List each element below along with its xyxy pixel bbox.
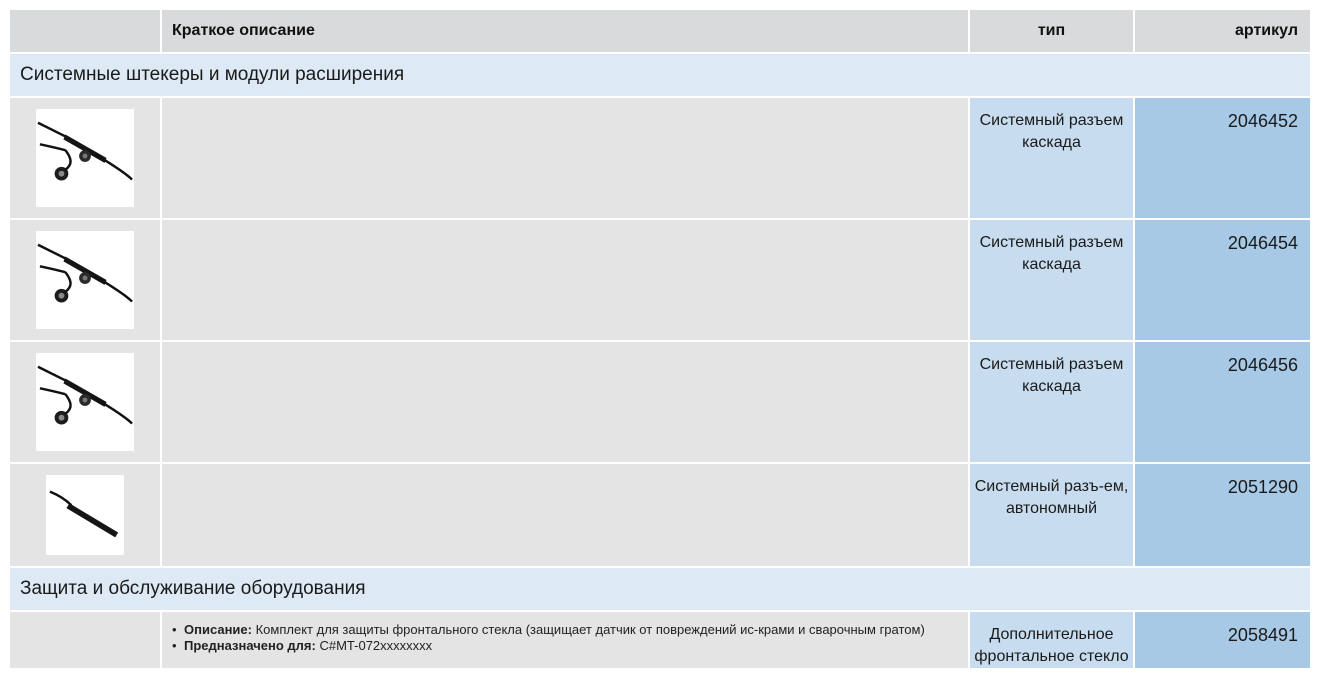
header-article: артикул bbox=[1133, 10, 1310, 52]
type-cell: Системный разъ-ем, автономный bbox=[968, 464, 1133, 566]
article-cell: 2046452 bbox=[1133, 98, 1310, 218]
table-row bbox=[10, 220, 1310, 342]
description-cell bbox=[160, 612, 968, 668]
cascade-connector-icon bbox=[36, 231, 134, 329]
list-item bbox=[172, 638, 958, 654]
table-row bbox=[10, 612, 1310, 670]
section-header bbox=[10, 54, 1310, 98]
article-cell: 2058491 bbox=[1133, 612, 1310, 668]
list-item bbox=[172, 622, 958, 638]
accessories-table bbox=[10, 10, 1310, 670]
description-cell bbox=[160, 342, 968, 462]
intended-label: Предназначено для: bbox=[184, 638, 316, 653]
table-row bbox=[10, 98, 1310, 220]
type-cell: Дополнительное фронтальное стекло bbox=[968, 612, 1133, 668]
type-cell: Системный разъем каскада bbox=[968, 342, 1133, 462]
description-cell bbox=[160, 464, 968, 566]
description-label: Описание: bbox=[184, 622, 252, 637]
header-image-cell bbox=[10, 10, 160, 52]
header-type: тип bbox=[968, 10, 1133, 52]
type-cell: Системный разъем каскада bbox=[968, 220, 1133, 340]
description-text: Комплект для защиты фронтального стекла (защищает датчик от повреждений ис-крами и сварочным гратом) bbox=[255, 622, 925, 637]
product-image-cell bbox=[10, 464, 160, 566]
description-cell bbox=[160, 98, 968, 218]
type-cell: Системный разъем каскада bbox=[968, 98, 1133, 218]
description-list bbox=[162, 612, 968, 654]
intended-text: C#MT-072xxxxxxxx bbox=[319, 638, 433, 653]
table-header bbox=[10, 10, 1310, 54]
standalone-connector-icon bbox=[46, 475, 124, 555]
product-image-cell bbox=[10, 342, 160, 462]
product-image-cell bbox=[10, 98, 160, 218]
table-row bbox=[10, 464, 1310, 568]
description-cell bbox=[160, 220, 968, 340]
section-title: Системные штекеры и модули расширения bbox=[20, 64, 405, 85]
section-title: Защита и обслуживание оборудования bbox=[20, 578, 366, 599]
article-cell: 2046454 bbox=[1133, 220, 1310, 340]
table-row bbox=[10, 342, 1310, 464]
article-cell: 2051290 bbox=[1133, 464, 1310, 566]
product-image-cell bbox=[10, 220, 160, 340]
product-image-cell bbox=[10, 612, 160, 668]
cascade-connector-icon bbox=[36, 109, 134, 207]
header-description: Краткое описание bbox=[160, 10, 968, 52]
cascade-connector-icon bbox=[36, 353, 134, 451]
section-header bbox=[10, 568, 1310, 612]
article-cell: 2046456 bbox=[1133, 342, 1310, 462]
